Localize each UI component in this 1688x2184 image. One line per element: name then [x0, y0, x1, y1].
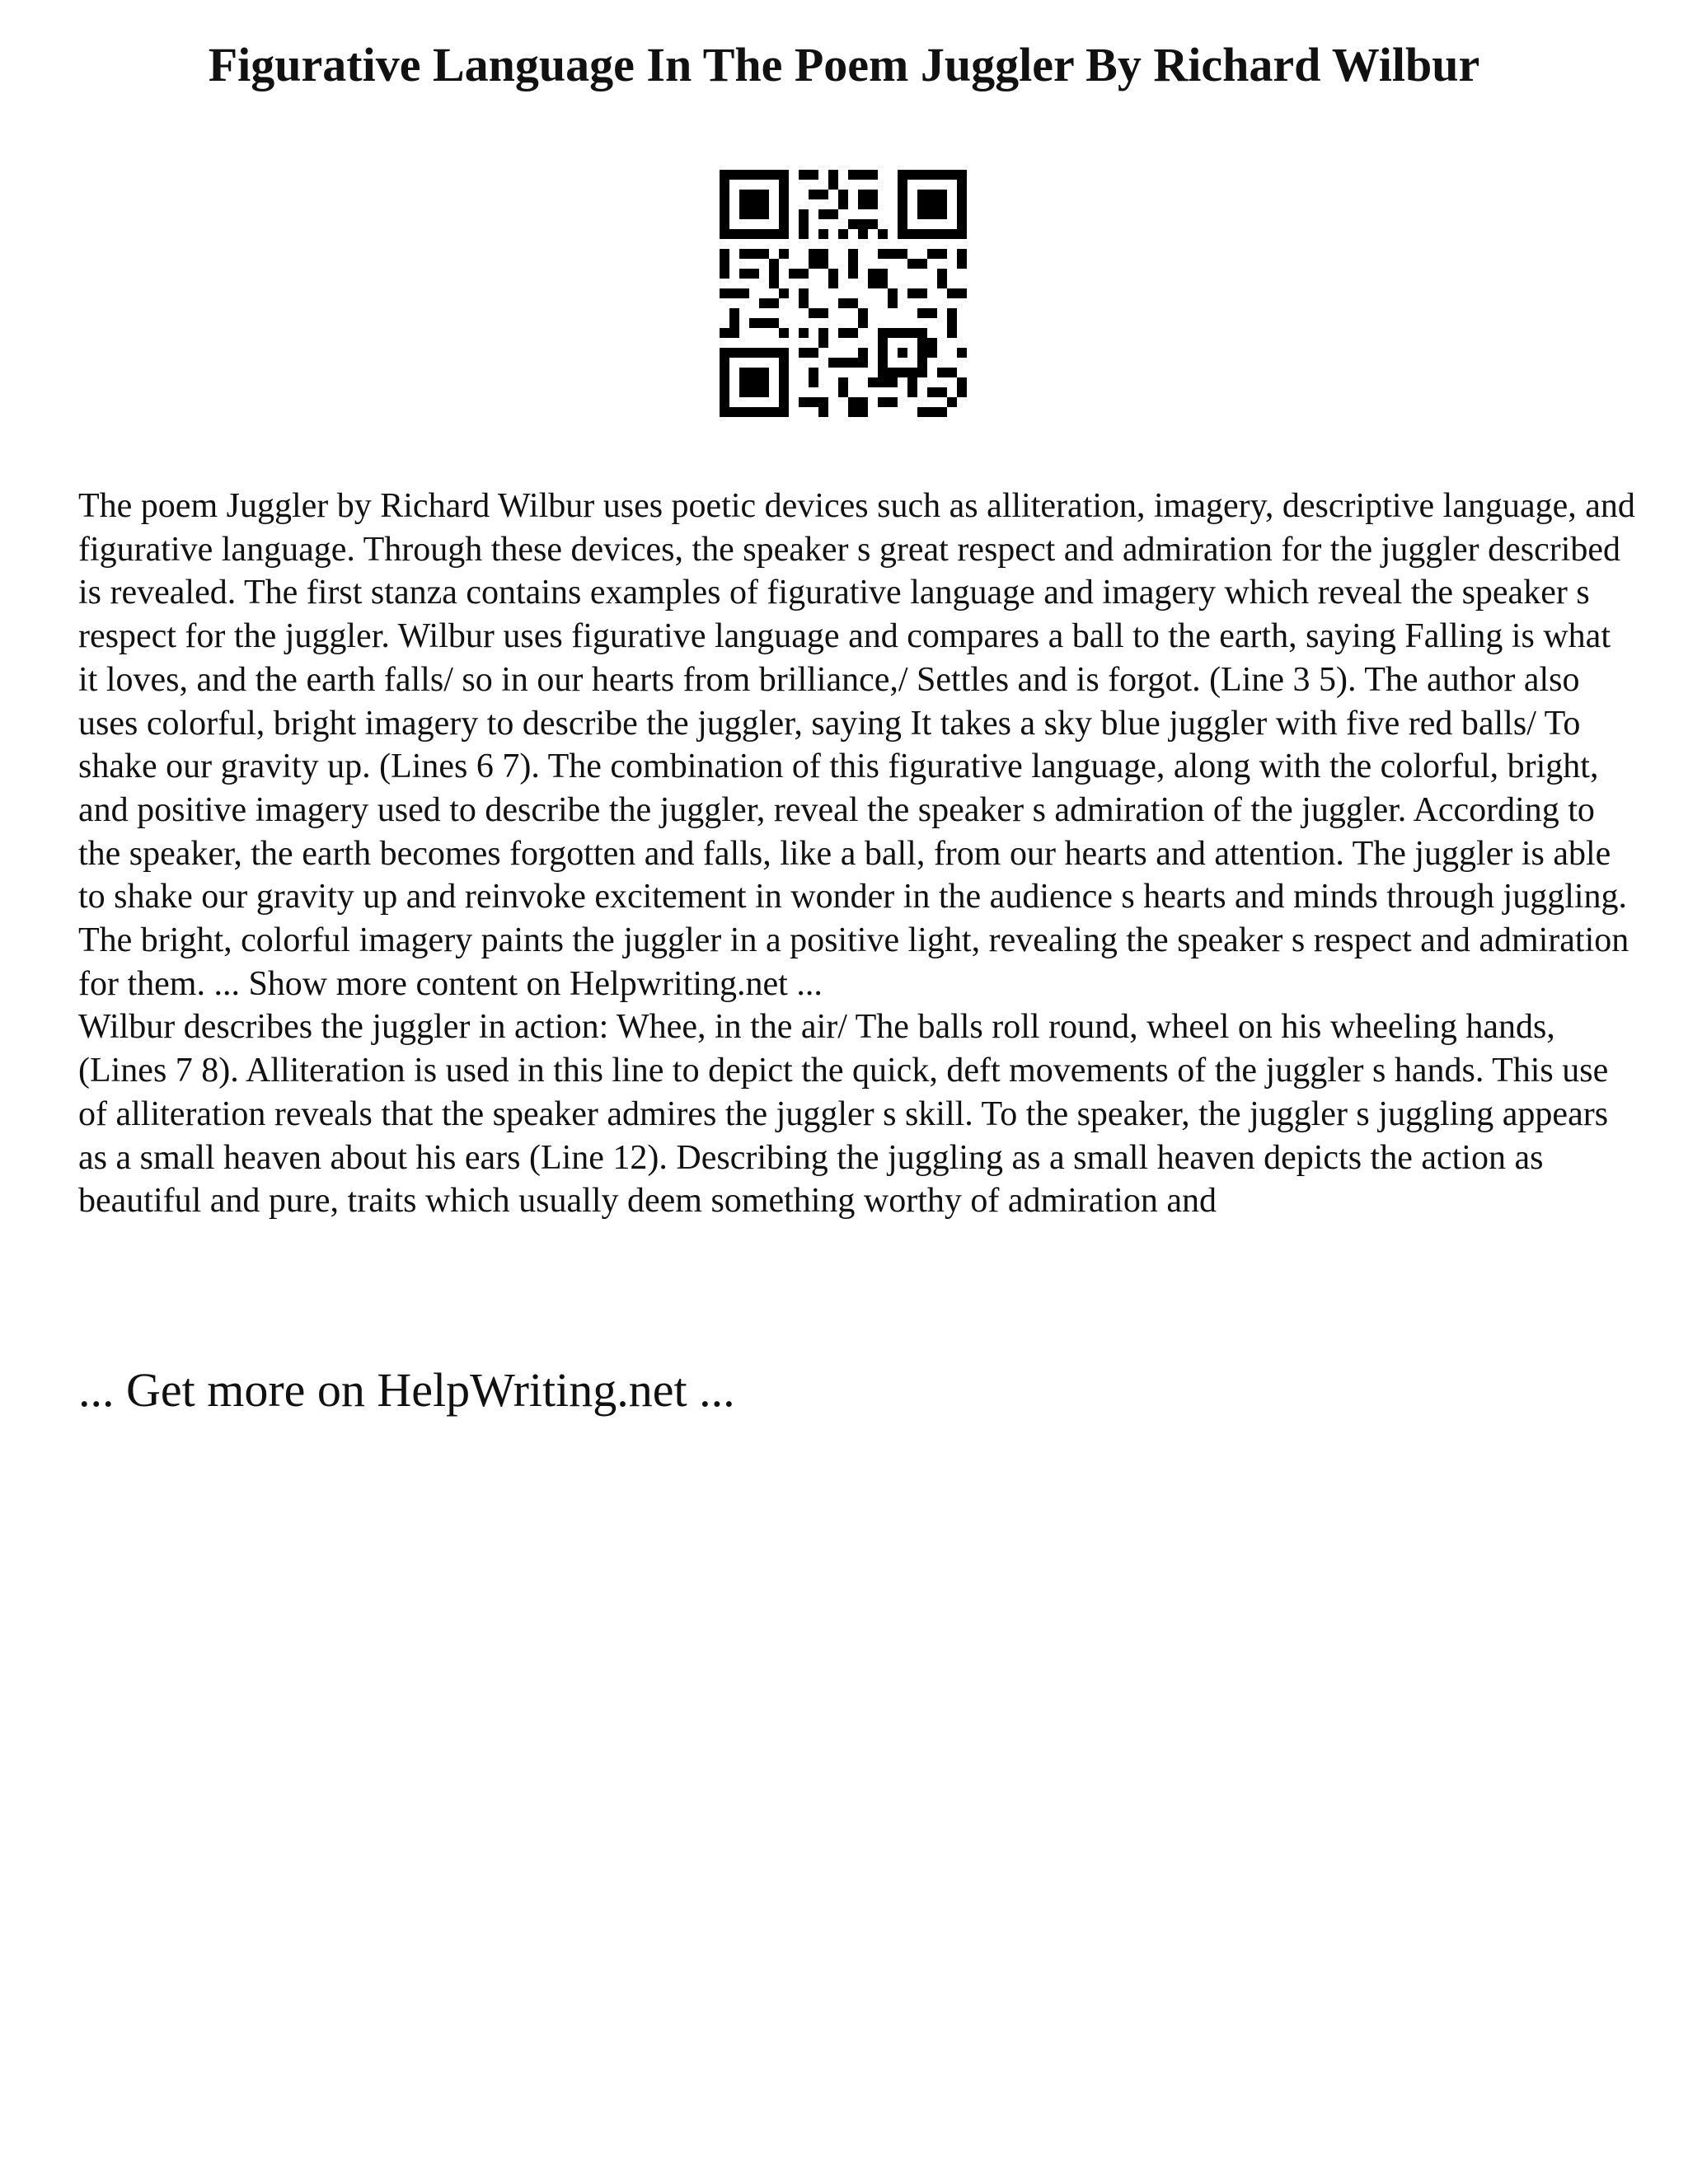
document-title: Figurative Language In The Poem Juggler By Richard Wilbur: [208, 38, 1480, 91]
get-more-link[interactable]: ... Get more on HelpWriting.net ...: [78, 1363, 735, 1417]
body-paragraph-2: Wilbur describes the juggler in action: Whee, in the air/ The balls roll round, wheel on his wheeling hands, (Lines 7 8). Alliteration is used in this line to depict the quick, deft movements of the juggler s hands. This use of alliteration reveals that the speaker admires the juggler s skill. To the speaker, the juggler s juggling appears as a small heaven about his ears (Line 12). Describing the juggling as a small heaven depicts the action as beautiful and pure, traits which usually deem something worthy of admiration and: [78, 1008, 1609, 1221]
document-body: [78, 485, 1636, 1223]
qr-code-icon[interactable]: [720, 170, 967, 417]
body-paragraph-1: The poem Juggler by Richard Wilbur uses poetic devices such as alliteration, imagery, descriptive language, and figurative language. Through these devices, the speaker s great respect and admiration for the juggler described is revealed. The first stanza contains examples of figurative language and imagery which reveal the speaker s respect for the juggler. Wilbur uses figurative language and compares a ball to the earth, saying Falling is what it loves, and the earth falls/ so in our hearts from brilliance,/ Settles and is forgot. (Line 3 5). The author also uses colorful, bright imagery to describe the juggler, saying It takes a sky blue juggler with five red balls/ To shake our gravity up. (Lines 6 7). The combination of this figurative language, along with the colorful, bright, and positive imagery used to describe the juggler, reveal the speaker s admiration of the juggler. According to the speaker, the earth becomes forgotten and falls, like a ball, from our hearts and attention. The juggler is able to shake our gravity up and reinvoke excitement in wonder in the audience s hearts and minds through juggling. The bright, colorful imagery paints the juggler in a positive light, revealing the speaker s respect and admiration for them. ... Show more content on Helpwriting.net ...: [78, 487, 1635, 1003]
